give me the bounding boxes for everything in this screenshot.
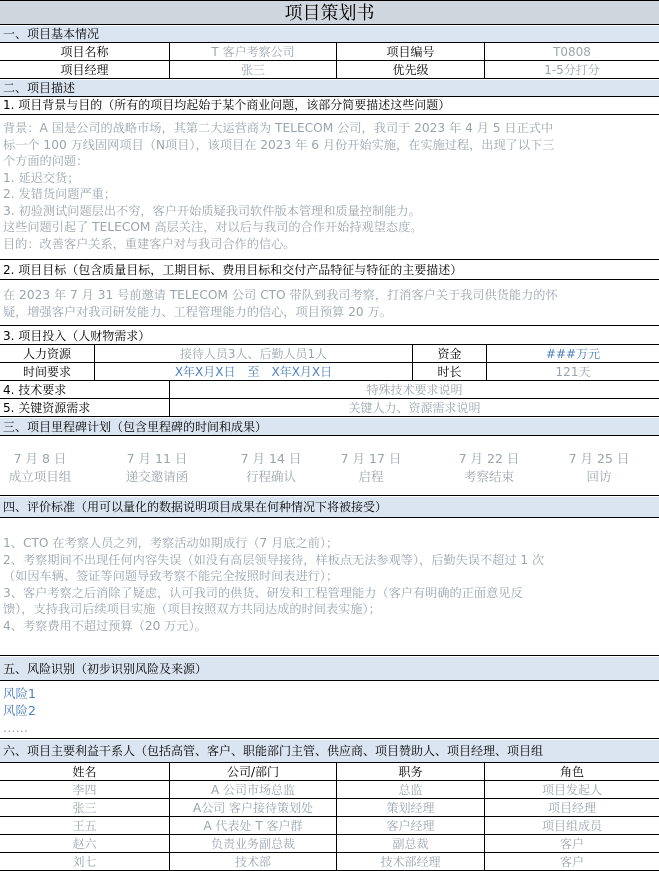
criteria-line: 1、CTO 在考察人员之列，考察活动如期成行（7 月底之前）； — [3, 536, 339, 550]
milestone-date: 7 月 22 日 — [458, 451, 520, 466]
section-stakeholder-heading: 六、项目主要利益干系人（包括高管、客户、职能部门主管、供应商、项目赞助人、项目经理、项目组 — [0, 740, 659, 763]
table-cell[interactable]: 总监 — [337, 781, 485, 798]
time-value[interactable]: X年X月X日 至 X年X月X日 — [95, 363, 413, 380]
milestone-list — [0, 450, 659, 486]
table-cell[interactable]: 客户 — [559, 837, 584, 851]
duration-label: 时长 — [413, 363, 487, 380]
goal-line: 疑，增强客户对我司研发能力、工程管理能力的信心，项目预算 20 万。 — [3, 304, 392, 319]
background-heading: 1. 项目背景与目的（所有的项目均起始于某个商业问题，该部分简要描述这些问题） — [0, 97, 659, 115]
criteria-line: 2、考察期间不出现任何内容失误（如没有高层领导接待，样板点无法参观等），后勤失误不超过 1 次 — [3, 552, 545, 567]
background-line: 这些问题引起了 TELECOM 高层关注，对以后与我司的合作开始持观望态度。 — [3, 220, 423, 234]
milestone-name: 启程 — [358, 469, 384, 484]
stakeholder-header-row — [0, 763, 659, 781]
table-cell[interactable]: 技术部经理 — [337, 853, 485, 870]
milestone-date: 7 月 14 日 — [240, 451, 302, 466]
criteria-line: 3、客户考察之后消除了疑虑，认可我司的供货、研发和工程管理能力（客户有明确的正面意见反 — [3, 585, 523, 600]
project-code-label: 项目编号 — [337, 43, 485, 60]
background-text[interactable] — [0, 116, 659, 260]
risk-list[interactable] — [0, 682, 659, 739]
input-row-2 — [0, 363, 659, 381]
milestone-name: 行程确认 — [245, 469, 296, 484]
background-line: 目的：改善客户关系，重建客户对与我司合作的信心。 — [3, 236, 296, 251]
milestone-date: 7 月 8 日 — [13, 451, 67, 466]
table-cell[interactable]: 刘七 — [0, 853, 170, 870]
section-description-heading: 二、项目描述 — [0, 80, 659, 97]
table-row — [0, 799, 659, 817]
section-milestone-heading: 三、项目里程碑计划（包含里程碑的时间和成果） — [0, 418, 659, 436]
milestone-name: 递交邀请函 — [125, 469, 189, 484]
goal-heading: 2. 项目目标（包含质量目标，工期目标、费用目标和交付产品特征与特征的主要描述） — [0, 261, 659, 280]
milestone-item[interactable] — [107, 450, 207, 486]
table-cell[interactable]: 李四 — [0, 781, 170, 798]
tech-value[interactable]: 特殊技术要求说明 — [366, 383, 463, 397]
fund-label: 资金 — [413, 345, 487, 362]
table-row — [0, 781, 659, 799]
background-line: 1. 延迟交货； — [3, 170, 80, 185]
tech-label: 4. 技术要求 — [0, 381, 170, 398]
risk-item: 风险1 — [3, 686, 36, 701]
time-label: 时间要求 — [0, 363, 95, 380]
column-header-title: 职务 — [337, 763, 485, 780]
priority-label: 优先级 — [337, 61, 485, 78]
milestone-date: 7 月 17 日 — [340, 451, 402, 466]
project-code-value[interactable]: T0808 — [553, 44, 591, 59]
milestone-item[interactable] — [221, 450, 321, 486]
table-cell[interactable]: 张三 — [0, 799, 170, 816]
table-cell[interactable]: 策划经理 — [337, 799, 485, 816]
milestone-date: 7 月 11 日 — [126, 451, 188, 466]
resource-label: 5. 关键资源需求 — [0, 399, 170, 416]
column-header-name: 姓名 — [0, 763, 170, 780]
table-cell[interactable]: 王五 — [0, 817, 170, 834]
column-header-dept: 公司/部门 — [170, 763, 337, 780]
project-manager-label: 项目经理 — [0, 61, 170, 78]
table-cell[interactable]: A公司 客户接待策划处 — [170, 799, 337, 816]
milestone-item[interactable] — [0, 450, 80, 486]
risk-item: …… — [3, 720, 28, 735]
project-name-label: 项目名称 — [0, 43, 170, 60]
table-cell[interactable]: 项目组成员 — [541, 819, 602, 833]
milestone-item[interactable] — [549, 450, 649, 486]
table-row — [0, 835, 659, 853]
background-line: 背景：A 国是公司的战略市场，其第二大运营商为 TELECOM 公司，我司于 2023 年 4 月 5 日正式中 — [3, 121, 554, 135]
criteria-line: 4、考察费用不超过预算（20 万元）。 — [3, 618, 207, 633]
table-row — [0, 853, 659, 871]
table-cell[interactable]: 项目经理 — [547, 801, 596, 815]
priority-value[interactable]: 1-5分打分 — [544, 63, 600, 77]
table-cell[interactable]: 项目发起人 — [541, 783, 602, 797]
hr-value[interactable]: 接待人员3人、后勤人员1人 — [95, 345, 413, 362]
risk-item: 风险2 — [3, 703, 36, 718]
milestone-date: 7 月 25 日 — [568, 451, 630, 466]
document-title: 项目策划书 — [0, 0, 659, 25]
background-line: 标一个 100 万线固网项目（N项目），该项目在 2023 年 6 月份开始实施，在实施过程，出现了以下三 — [3, 137, 555, 152]
section-basic-info-heading: 一、项目基本情况 — [0, 26, 659, 43]
background-line: 3. 初验测试问题层出不穷，客户开始质疑我司软件版本管理和质量控制能力。 — [3, 203, 421, 218]
table-cell[interactable]: A 代表处 T 客户群 — [170, 817, 337, 834]
input-heading: 3. 项目投入（人财物需求） — [0, 327, 659, 345]
milestone-name: 考察结束 — [463, 469, 514, 484]
column-header-role: 角色 — [559, 765, 584, 779]
section-criteria-heading: 四、评价标准（用可以量化的数据说明项目成果在何种情况下将被接受） — [0, 497, 659, 518]
goal-text[interactable] — [0, 281, 659, 326]
table-cell[interactable]: 技术部 — [170, 853, 337, 870]
milestone-name: 成立项目组 — [8, 469, 72, 484]
table-cell[interactable]: 副总裁 — [337, 835, 485, 852]
background-line: 个方面的问题： — [3, 154, 89, 168]
table-cell[interactable]: 赵六 — [0, 835, 170, 852]
section-risk-heading: 五、风险识别（初步识别风险及来源） — [0, 657, 659, 681]
milestone-item[interactable] — [321, 450, 421, 486]
background-line: 2. 发错货问题严重； — [3, 187, 117, 201]
basic-info-row-1 — [0, 43, 659, 61]
goal-line: 在 2023 年 7 月 31 号前邀请 TELECOM 公司 CTO 带队到我司考察，打消客户关于我司供货能力的怀 — [3, 288, 558, 302]
resource-row — [0, 399, 659, 417]
milestone-item[interactable] — [439, 450, 539, 486]
tech-row — [0, 381, 659, 399]
fund-value[interactable]: ###万元 — [545, 347, 601, 361]
project-manager-value[interactable]: 张三 — [170, 61, 337, 78]
milestone-name: 回访 — [586, 469, 612, 484]
table-row — [0, 817, 659, 835]
criteria-text[interactable] — [0, 519, 659, 656]
duration-value[interactable]: 121天 — [555, 365, 591, 379]
project-name-value[interactable]: T 客户考察公司 — [170, 43, 337, 60]
table-cell[interactable]: 客户 — [559, 855, 584, 869]
input-row-1 — [0, 345, 659, 363]
hr-label: 人力资源 — [0, 345, 95, 362]
table-cell[interactable]: 客户经理 — [337, 817, 485, 834]
resource-value[interactable]: 关键人力、资源需求说明 — [348, 401, 481, 415]
basic-info-row-2 — [0, 61, 659, 79]
criteria-line: （如因车辆、签证等问题导致考察不能完全按照时间表进行）； — [3, 569, 339, 583]
criteria-line: 馈），支持我司后续项目实施（项目按照双方共同达成的时间表实施）； — [3, 602, 381, 616]
table-cell[interactable]: A 公司市场总监 — [170, 781, 337, 798]
table-cell[interactable]: 负责业务副总裁 — [170, 835, 337, 852]
